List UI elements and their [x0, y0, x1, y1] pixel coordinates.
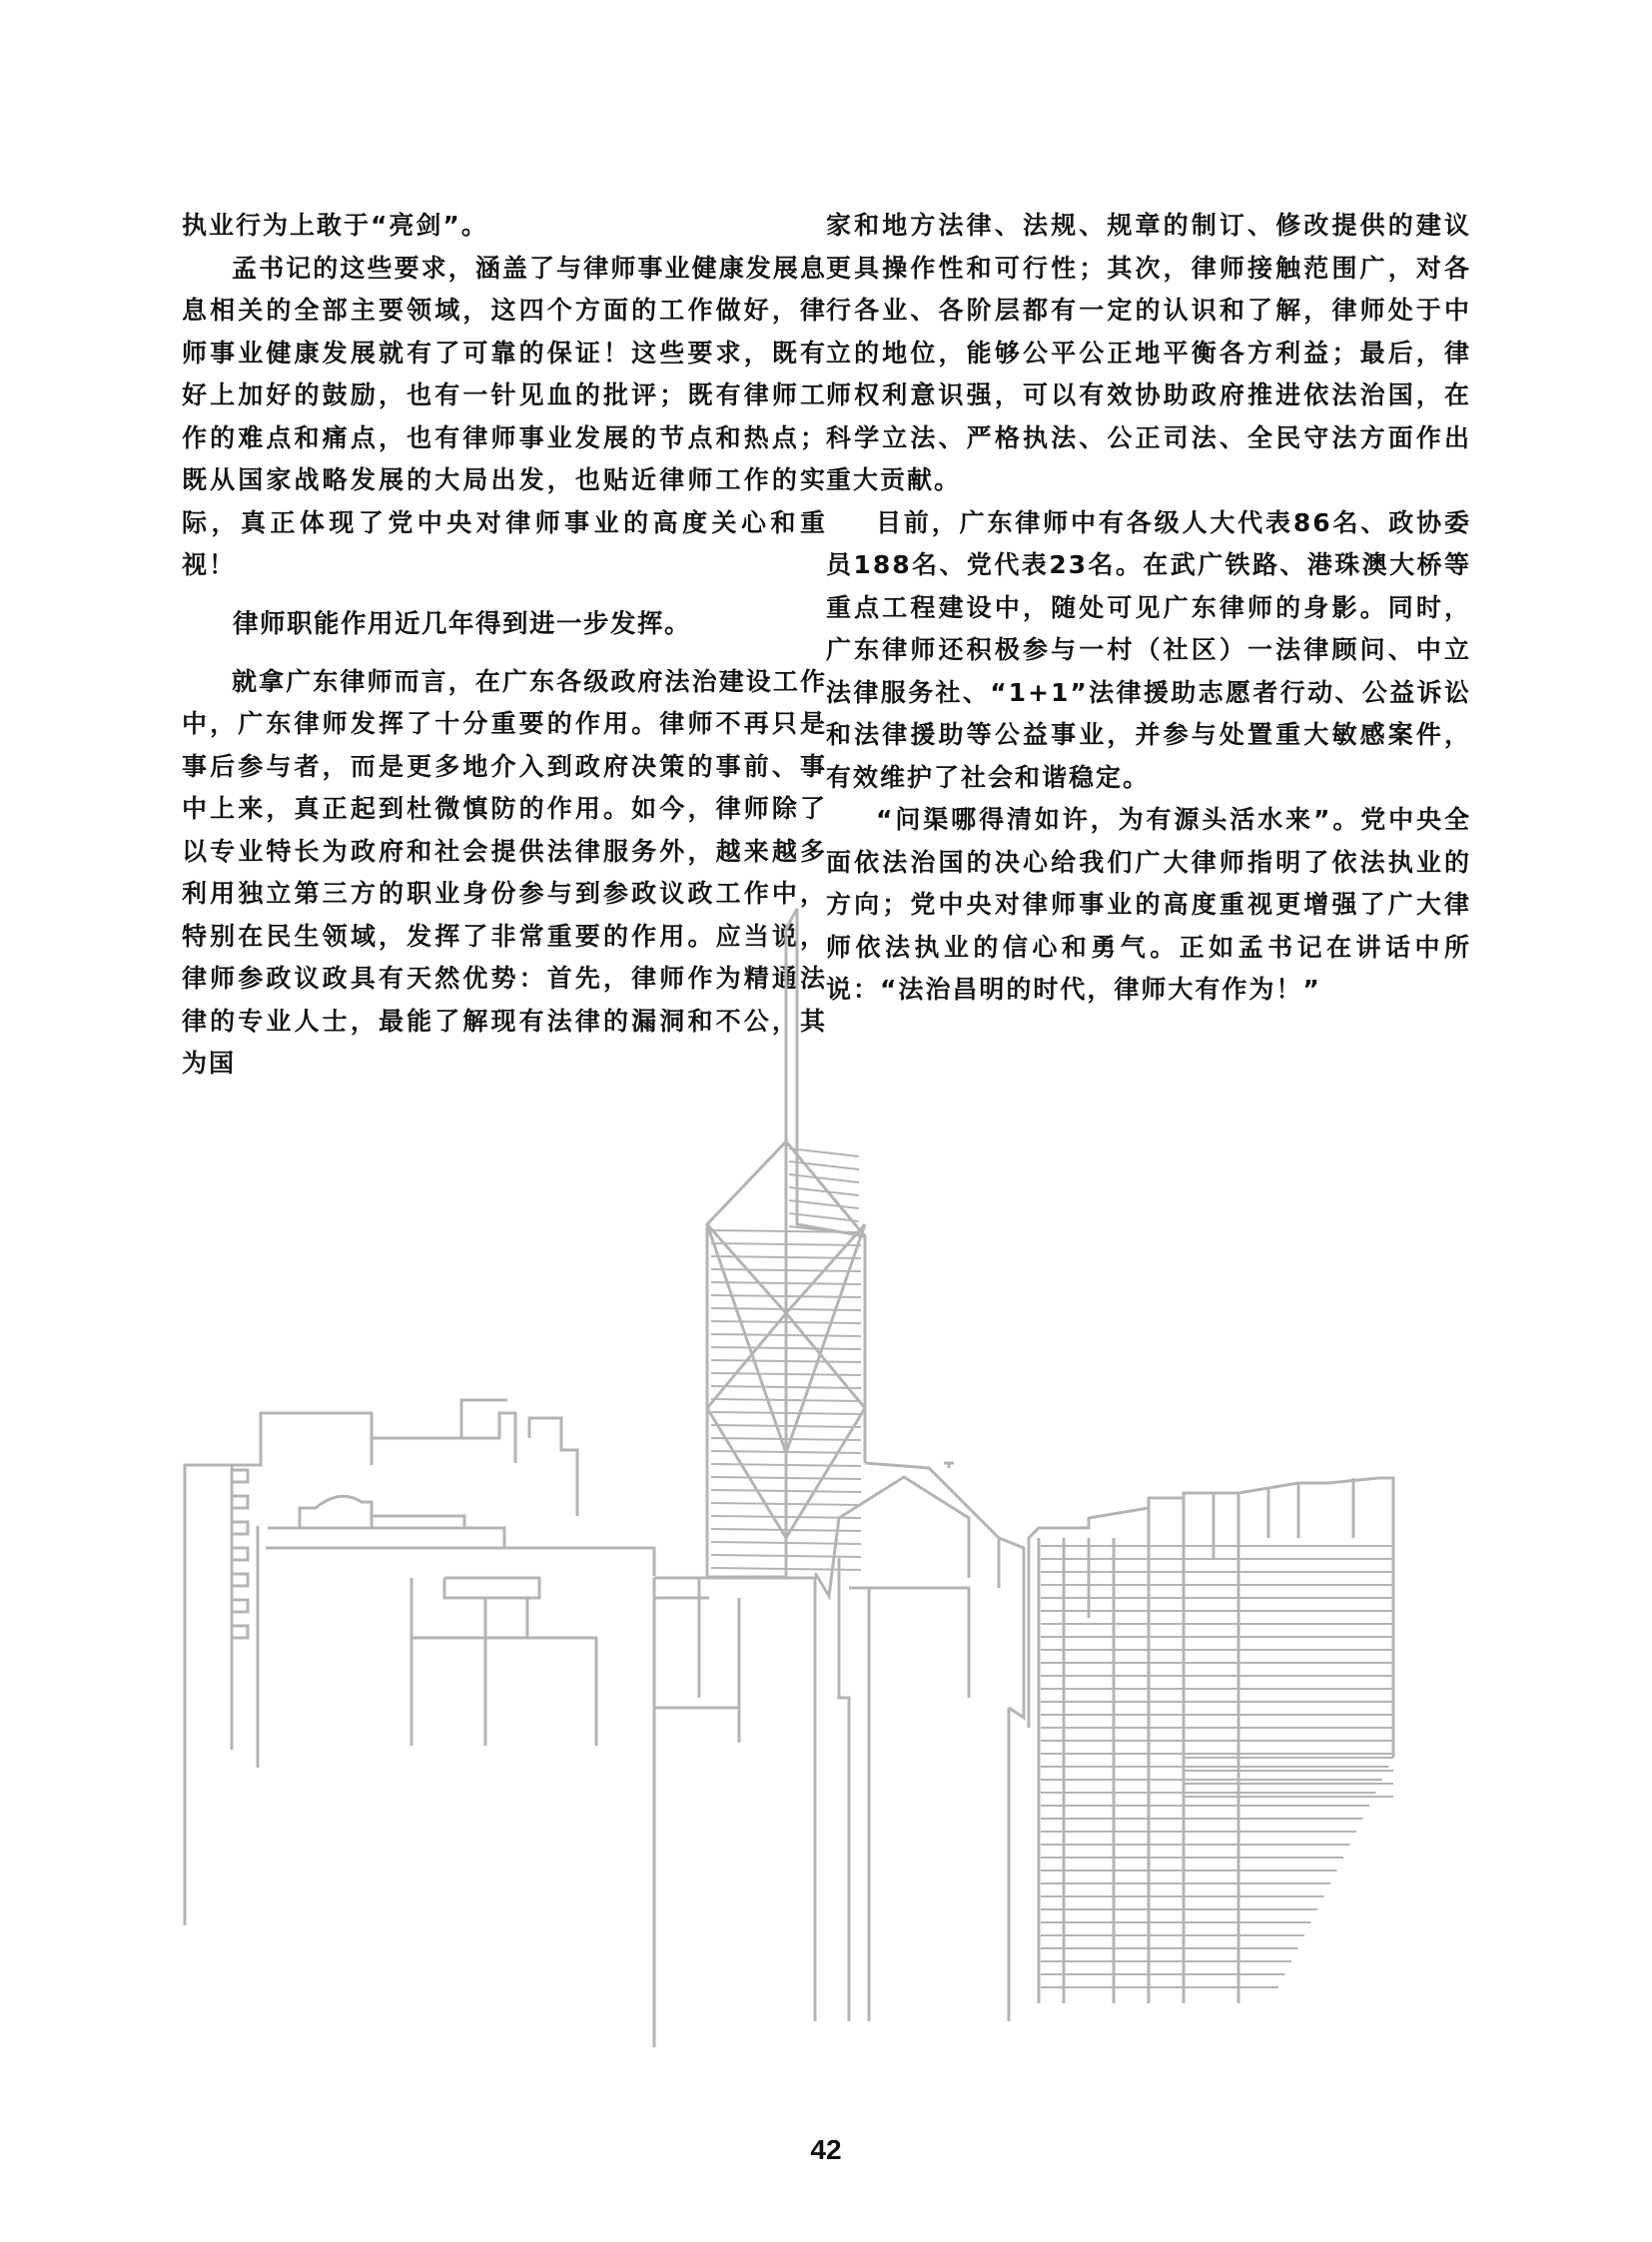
paragraph: 目前，广东律师中有各级人大代表86名、政协委员188名、党代表23名。在武广铁路、港珠澳大桥等重点工程建设中，随处可见广东律师的身影。同时，广东律师还积极参与一村（社区）一法律顾问、中立法律服务社、“1+1”法律援助志愿者行动、公益诉讼和法律援助等公益事业，并参与处置重大敏感案件，有效维护了社会和谐稳定。: [826, 507, 1471, 792]
paragraph: 家和地方法律、法规、规章的制订、修改提供的建议更具操作性和可行性；其次，律师接触范围广，对各行各业、各阶层都有一定的认识和了解，律师处于中立的地位，能够公平公正地平衡各方利益；最后，律师权利意识强，可以有效协助政府推进依法治国，在科学立法、严格执法、公正司法、全民守法方面作出重大贡献。: [826, 211, 1471, 494]
paragraph: 执业行为上敢于“亮剑”。: [182, 211, 488, 240]
section-subheading: 律师职能作用近几年得到进一步发挥。: [233, 608, 692, 639]
paragraph: 孟书记的这些要求，涵盖了与律师事业健康发展息息相关的全部主要领域，这四个方面的工作做好，律师事业健康发展就有了可靠的保证！这些要求，既有好上加好的鼓励，也有一针见血的批评；既有律师工作的难点和痛点，也有律师事业发展的节点和热点；既从国家战略发展的大局出发，也贴近律师工作的实际，真正体现了党中央对律师事业的高度关心和重视！: [182, 253, 827, 579]
paragraph: 就拿广东律师而言，在广东各级政府法治建设工作中，广东律师发挥了十分重要的作用。律师不再只是事后参与者，而是更多地介入到政府决策的事前、事中上来，真正起到杜微慎防的作用。如今，律师除了以专业特长为政府和社会提供法律服务外，越来越多利用独立第三方的职业身份参与到参政议政工作中，特别在民生领域，发挥了非常重要的作用。应当说，律师参政议政具有天然优势：首先，律师作为精通法律的专业人士，最能了解现有法律的漏洞和不公，其为国: [182, 666, 827, 1078]
page-number: 42: [810, 2134, 842, 2165]
paragraph: “问渠哪得清如许，为有源头活水来”。党中央全面依法治国的决心给我们广大律师指明了依法执业的方向；党中央对律师事业的高度重视更增强了广大律师依法执业的信心和勇气。正如孟书记在讲话中所说：“法治昌明的时代，律师大有作为！”: [826, 805, 1471, 1004]
